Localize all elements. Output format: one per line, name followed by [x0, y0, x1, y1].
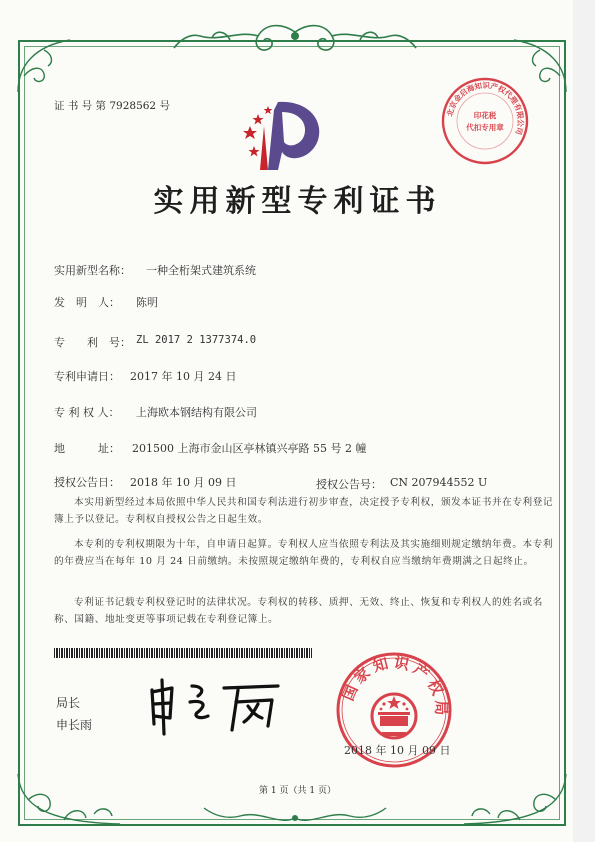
paragraph-grant: 本实用新型经过本局依照中华人民共和国专利法进行初步审查，决定授予专利权，颁发本证书并在专利登记簿上予以登记。专利权自授权公告之日起生效。 [54, 497, 554, 525]
signatory-name: 申长雨 [56, 718, 93, 732]
field-value-application-date: 2017 年 10 月 24 日 [130, 370, 237, 383]
floral-ornament-icon [14, 36, 74, 96]
seal-date: 2018 年 10 月 09 日 [344, 744, 451, 757]
field-label-name: 实用新型名称： [54, 264, 131, 277]
tax-stamp-line-1: 印花税 [473, 111, 497, 120]
handwritten-signature [140, 676, 290, 736]
seal-ring-text: 国家知识产权局 [338, 653, 451, 720]
tax-stamp [440, 76, 530, 166]
page-title: 实用新型专利证书 [153, 184, 442, 219]
grant-date-value: 2018 年 10 月 09 日 [130, 476, 237, 489]
certificate-number: 证 书 号 第 7928562 号 [54, 100, 170, 112]
field-label-application-date: 专利申请日： [54, 370, 120, 383]
floral-ornament-icon [14, 770, 124, 830]
barcode [54, 648, 312, 658]
tax-stamp-ring-text: 北京金启海知识产权代理有限公司 [445, 80, 526, 136]
field-value-inventor: 陈明 [136, 296, 158, 309]
svg-text:国家知识产权局 [339, 653, 450, 719]
paragraph-term: 本专利的专利权期限为十年，自申请日起算。专利权人应当依照专利法及其实施细则规定缴纳年费。本专利的年费应当在每年 10 月 24 日前缴纳。未按照规定缴纳年费的，专利权自应当缴纳年费期满之日起终止。 [54, 539, 554, 567]
floral-ornament-icon [460, 770, 570, 830]
field-label-patent-number: 专 利 号： [54, 336, 131, 349]
floral-ornament-icon [200, 800, 390, 826]
field-label-address: 地 址： [54, 442, 120, 455]
field-value-patentee: 上海欧本钢结构有限公司 [136, 406, 257, 419]
floral-ornament-icon [170, 22, 420, 62]
signatory-title: 局长 [56, 696, 81, 710]
page-footer: 第 1 页（共 1 页） [259, 786, 336, 796]
national-emblem-icon [372, 694, 416, 738]
field-value-address: 201500 上海市金山区亭林镇兴亭路 55 号 2 幢 [132, 442, 367, 455]
grant-number-label: 授权公告号： [316, 478, 382, 491]
field-label-patentee: 专 利 权 人： [54, 406, 120, 419]
field-label-inventor: 发 明 人： [54, 296, 120, 309]
tax-stamp-line-2: 代扣专用章 [466, 123, 504, 132]
paragraph-legal-status: 专利证书记载专利权登记时的法律状况。专利权的转移、质押、无效、终止、恢复和专利权人的姓名或名称、国籍、地址变更等事项记载在专利登记簿上。 [54, 597, 543, 625]
grant-number-value: CN 207944552 U [390, 476, 488, 489]
grant-date-label: 授权公告日： [54, 476, 120, 489]
field-value-patent-number: ZL 2017 2 1377374.0 [136, 334, 257, 346]
field-value-name: 一种全桁架式建筑系统 [146, 264, 256, 277]
cnipa-logo-icon [238, 96, 328, 174]
binding-edge [573, 0, 595, 842]
